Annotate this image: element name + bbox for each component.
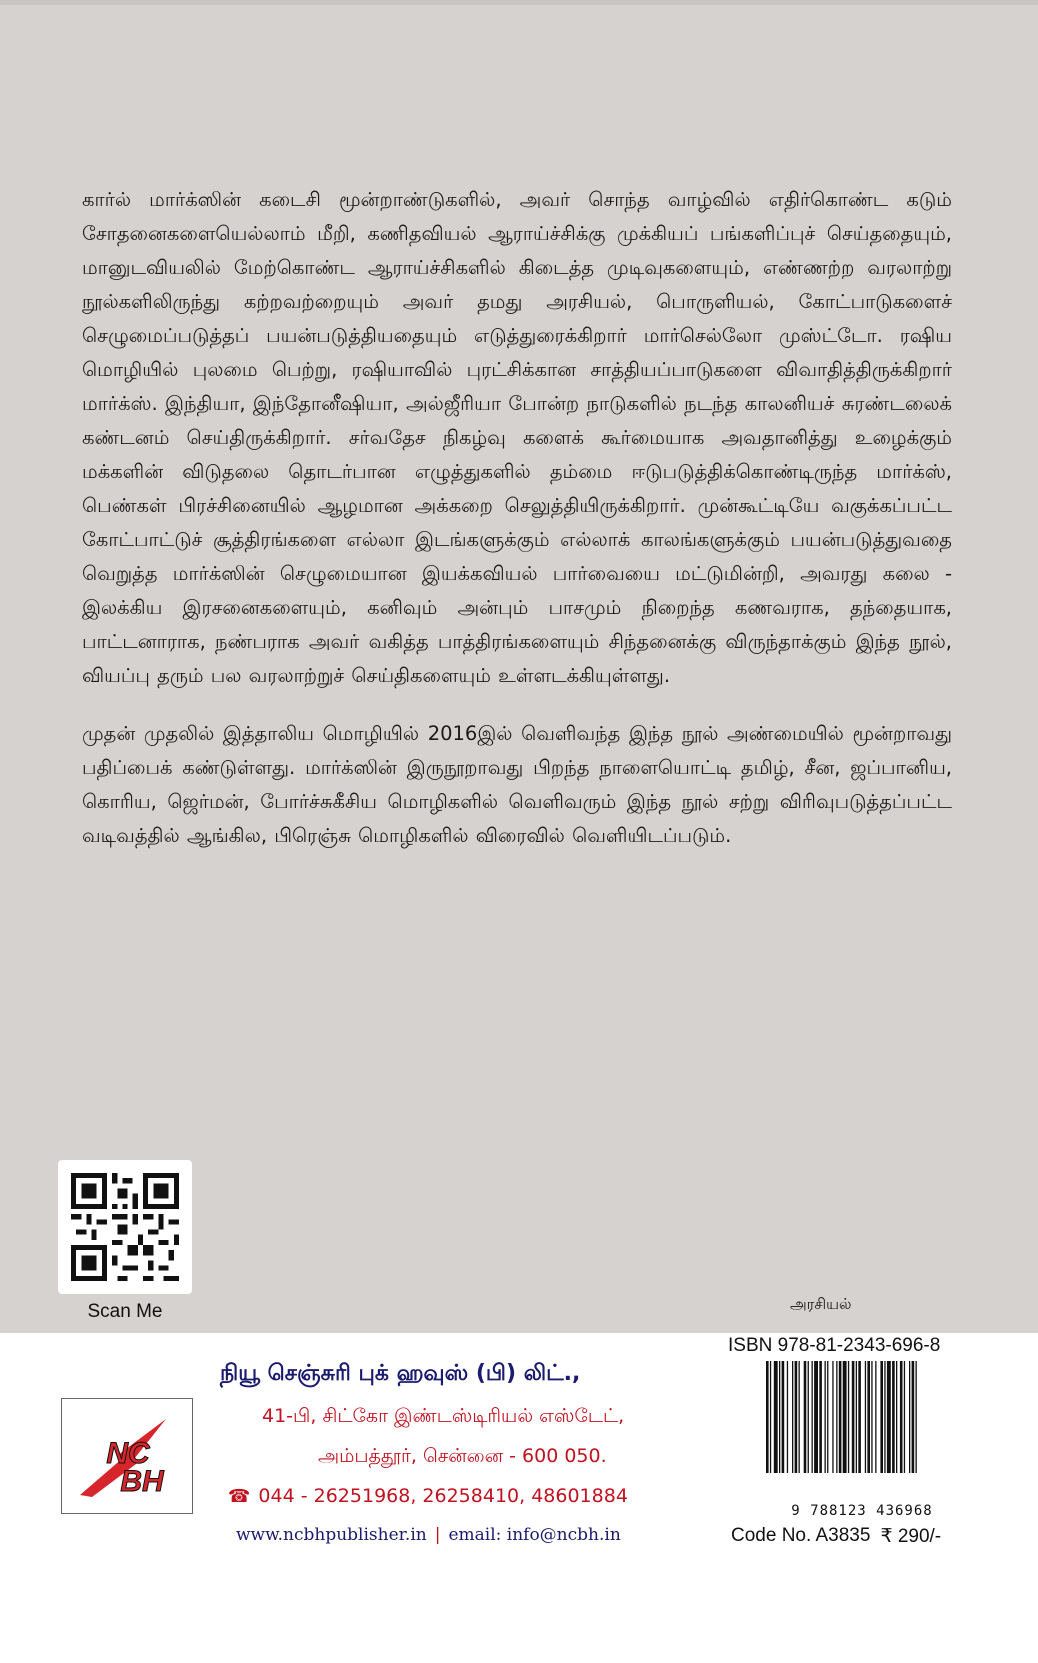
barcode-bar <box>875 1361 876 1473</box>
barcode-bar <box>792 1361 793 1473</box>
publisher-contact-row <box>236 1525 716 1545</box>
logo-text-top: NC <box>106 1437 150 1470</box>
barcode-bar <box>814 1361 818 1473</box>
barcode-bar <box>852 1361 855 1473</box>
barcode-bar <box>782 1361 785 1473</box>
blurb-paragraph-1: கார்ல் மார்க்ஸின் கடைசி மூன்றாண்டுகளில், அவர் சொந்த வாழ்வில் எதிர்கொண்ட கடும் சோதனைகளையெல்லாம் மீறி, கணிதவியல் ஆராய்ச்சிக்கு முக்கியப் பங்களிப்புச் செய்ததையும், மானுடவியலில் மேற்கொண்ட ஆராய்ச்சிகளில் கிடைத்த முடிவுகளையும், எண்ணற்ற வரலாற்று நூல்களிலிருந்து கற்றவற்றையும் அவர் தமது அரசியல், பொருளியல், கோட்பாடுகளைச் செழுமைப்படுத்தப் பயன்படுத்தியதையும் எடுத்துரைக்கிறார் மார்செல்லோ முஸ்ட்டோ. ரஷிய மொழியில் புலமை பெற்று, ரஷியாவில் புரட்சிக்கான சாத்தியப்பாடுகளை விவாதித்திருக்கிறார் மார்க்ஸ். இந்தியா, இந்தோனீஷியா, அல்ஜீரியா போன்ற நாடுகளில் நடந்த காலனியச் சுரண்டலைக் கண்டனம் செய்திருக்கிறார். சர்வதேச நிகழ்வு களைக் கூர்மையாக அவதானித்து உழைக்கும் மக்களின் விடுதலை தொடர்பான எழுத்துகளில் தம்மை ஈடுபடுத்திக்கொண்டிருந்த மார்க்ஸ், பெண்கள் பிரச்சினையில் ஆழமான அக்கறை செலுத்தியிருக்கிறார். முன்கூட்டியே வகுக்கப்பட்ட கோட்பாட்டுச் சூத்திரங்களை எல்லா இடங்களுக்கும் எல்லாக் காலங்களுக்கும் பயன்படுத்துவதை வெறுத்த மார்க்ஸின் செழுமையான இயக்கவியல் பார்வையை மட்டுமின்றி, அவரது கலை - இலக்கிய இரசனைகளையும், கனிவும் அன்பும் பாசமும் நிறைந்த கணவராக, தந்தையாக, பாட்டனாராக, நண்பராக அவர் வகித்த பாத்திரங்களையும் சிந்தனைக்கு விருந்தாக்கும் இந்த நூல், வியப்பு தரும் பல வரலாற்றுச் செய்திகளையும் உள்ளடக்கியுள்ளது. <box>82 188 952 687</box>
code-number: Code No. A3835 <box>731 1525 871 1546</box>
barcode-bar <box>766 1361 769 1473</box>
publisher-phone: 044 - 26251968, 26258410, 48601884 <box>258 1485 628 1507</box>
qr-scan-label: Scan Me <box>87 1301 163 1322</box>
barcode-bar <box>787 1361 788 1473</box>
barcode-bar <box>896 1361 897 1473</box>
barcode-bar <box>900 1361 903 1473</box>
contact-separator: | <box>434 1525 441 1545</box>
barcode-bar <box>848 1361 849 1473</box>
barcode-bar <box>770 1361 771 1473</box>
barcode-bar <box>912 1361 915 1473</box>
phone-icon: ☎ <box>228 1485 251 1507</box>
barcode-bar <box>887 1361 891 1473</box>
publisher-email-link[interactable]: email: info@ncbh.in <box>448 1525 621 1545</box>
barcode-bar <box>843 1361 847 1473</box>
barcode-bar <box>774 1361 778 1473</box>
isbn-label: ISBN 978-81-2343-696-8 <box>728 1335 941 1356</box>
qr-code-icon <box>71 1173 179 1281</box>
barcode-icon <box>762 1361 968 1473</box>
barcode-bar <box>832 1361 833 1473</box>
code-price-row <box>731 1525 941 1548</box>
barcode-bar <box>808 1361 809 1473</box>
ncbh-logo-icon <box>62 1399 192 1513</box>
barcode-bar <box>858 1361 861 1473</box>
barcode-bar <box>839 1361 842 1473</box>
barcode-bar <box>799 1361 800 1473</box>
logo-text-bottom: BH <box>120 1465 164 1498</box>
qr-code[interactable] <box>58 1160 192 1294</box>
barcode-bar <box>804 1361 807 1473</box>
barcode-digits: 9 788123 436968 <box>791 1503 933 1519</box>
category-label: அரசியல் <box>790 1295 852 1313</box>
publisher-phone-row <box>228 1485 728 1507</box>
blurb-paragraph-2: முதன் முதலில் இத்தாலிய மொழியில் 2016இல் வெளிவந்த இந்த நூல் அண்மையில் மூன்றாவது பதிப்பைக் கண்டுள்ளது. மார்க்ஸின் இருநூறாவது பிறந்த நாளையொட்டி தமிழ், சீன, ஜப்பானிய, கொரிய, ஜெர்மன், போர்ச்சுகீசிய மொழிகளில் வெளிவரும் இந்த நூல் சற்று விரிவுபடுத்தப்பட்ட வடிவத்தில் ஆங்கில, பிரெஞ்சு மொழிகளில் விரைவில் வெளியிடப்படும். <box>82 722 952 847</box>
barcode-bar <box>856 1361 857 1473</box>
barcode-bar <box>867 1361 870 1473</box>
publisher-address-line-1: 41-பி, சிட்கோ இண்டஸ்டிரியல் எஸ்டேட், <box>262 1405 625 1427</box>
publisher-logo <box>61 1398 193 1514</box>
publisher-address-line-2: அம்பத்தூர், சென்னை - 600 050. <box>318 1445 607 1467</box>
barcode-bar <box>880 1361 883 1473</box>
price: ₹ 290/- <box>880 1526 942 1547</box>
publisher-name: நியூ செஞ்சுரி புக் ஹவுஸ் (பி) லிட்., <box>220 1361 581 1386</box>
barcode-bar <box>865 1361 866 1473</box>
publisher-website-link[interactable]: www.ncbhpublisher.in <box>236 1525 427 1545</box>
barcode-bar <box>779 1361 780 1473</box>
barcode-bar <box>812 1361 813 1473</box>
barcode-bar <box>871 1361 872 1473</box>
barcode-bar <box>795 1361 798 1473</box>
barcode-bar <box>825 1361 826 1473</box>
barcode-bar <box>916 1361 917 1473</box>
barcode-bar <box>827 1361 828 1473</box>
barcode-bar <box>904 1361 905 1473</box>
barcode-bar <box>836 1361 837 1473</box>
barcode <box>762 1361 968 1491</box>
blurb-text <box>82 183 952 877</box>
barcode-bar <box>884 1361 885 1473</box>
barcode-bar <box>819 1361 822 1473</box>
barcode-bar <box>909 1361 910 1473</box>
barcode-bar <box>892 1361 895 1473</box>
